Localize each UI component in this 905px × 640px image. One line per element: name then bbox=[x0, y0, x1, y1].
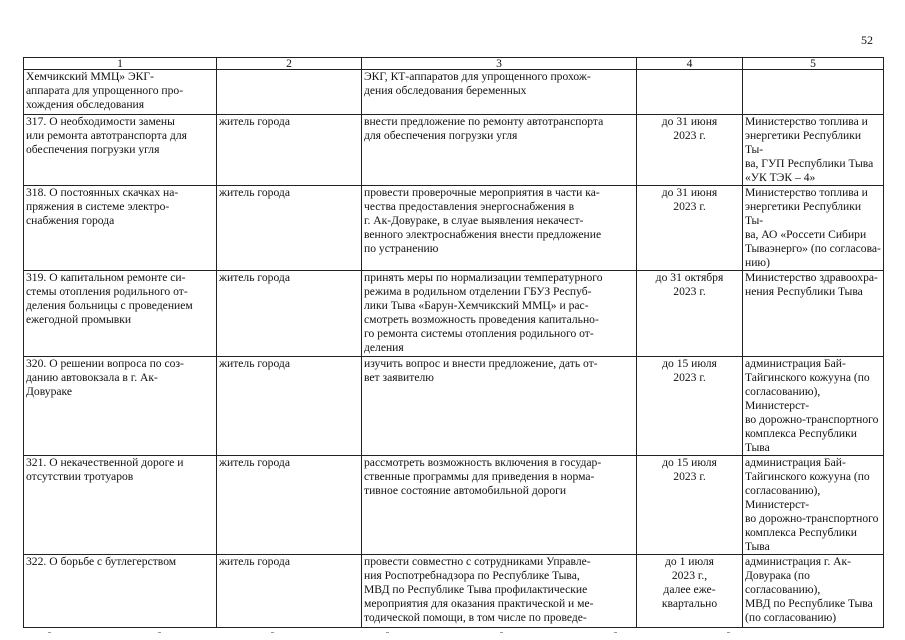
issue-cell: 321. О некачественной дороге и отсутствии тротуаров bbox=[24, 456, 217, 555]
issue-cell: 317. О необходимости замены или ремонта автотранспорта для обеспечения погрузки угля bbox=[24, 115, 217, 186]
measure-cell: изучить вопрос и внести предложение, дать от- вет заявителю bbox=[362, 357, 637, 456]
measure-cell: рассмотреть возможность включения в государ- ственные программы для приведения в норма- тивное состояние автомобильной дороги bbox=[362, 456, 637, 555]
measure-cell: внести предложение по ремонту автотранспорта для обеспечения погрузки угля bbox=[362, 115, 637, 186]
responsible-cell: Министерство здравоохра- нения Республики Тыва bbox=[743, 271, 884, 357]
responsible-cell bbox=[743, 70, 884, 115]
responsible-cell: Министерство топлива и энергетики Республики Ты- ва, ГУП Республики Тыва «УК ТЭК – 4» bbox=[743, 115, 884, 186]
deadline-cell bbox=[637, 70, 743, 115]
table-row bbox=[24, 357, 884, 456]
column-header-2: 2 bbox=[217, 58, 362, 70]
deadline-cell: до 31 июня 2023 г. bbox=[637, 186, 743, 271]
responsible-cell: администрация Бай- Тайгинского кожууна (по согласованию), Министерст- во дорожно-транспортного комплекса Республики Тыва bbox=[743, 357, 884, 456]
table-row bbox=[24, 456, 884, 555]
applicant-cell: житель города bbox=[217, 271, 362, 357]
measure-cell: ЭКГ, КТ-аппаратов для упрощенного прохож- дения обследования беременных bbox=[362, 70, 637, 115]
applicant-cell: житель города bbox=[217, 555, 362, 628]
applicant-cell: житель города bbox=[217, 357, 362, 456]
table-row bbox=[24, 115, 884, 186]
responsible-cell: Министерство топлива и энергетики Республики Ты- ва, АО «Россети Сибири Тываэнерго» (по согласова- нию) bbox=[743, 186, 884, 271]
applicant-cell: житель города bbox=[217, 456, 362, 555]
column-header-5: 5 bbox=[743, 58, 884, 70]
applicant-cell: житель города bbox=[217, 115, 362, 186]
deadline-cell: до 15 июля 2023 г. bbox=[637, 357, 743, 456]
issue-cell: 322. О борьбе с бутлегерством bbox=[24, 555, 217, 628]
deadline-cell: до 31 июня 2023 г. bbox=[637, 115, 743, 186]
measure-cell: провести совместно с сотрудниками Управле- ния Роспотребнадзора по Республике Тыва, МВД по Республике Тыва профилактические мероприятия для оказания практической и ме- тодической помощи, в том числе по проведе- bbox=[362, 555, 637, 628]
table-row bbox=[24, 555, 884, 628]
deadline-cell: до 1 июля 2023 г., далее еже- квартально bbox=[637, 555, 743, 628]
document-table bbox=[23, 57, 884, 628]
issue-cell: 320. О решении вопроса по соз- данию автовокзала в г. Ак- Довураке bbox=[24, 357, 217, 456]
column-header-1: 1 bbox=[24, 58, 217, 70]
table-row bbox=[24, 70, 884, 115]
table-header-row bbox=[24, 58, 884, 70]
measure-cell: принять меры по нормализации температурного режима в родильном отделении ГБУЗ Респуб- лики Тыва «Барун-Хемчикский ММЦ» и рас- смотреть возможность проведения капитально- го ремонта системы отопления родильного от- деления bbox=[362, 271, 637, 357]
applicant-cell bbox=[217, 70, 362, 115]
deadline-cell: до 31 октября 2023 г. bbox=[637, 271, 743, 357]
issue-cell: 319. О капитальном ремонте си- стемы отопления родильного от- деления больницы с проведением ежегодной промывки bbox=[24, 271, 217, 357]
scan-noise-marks bbox=[0, 630, 905, 636]
page-number: 52 bbox=[861, 33, 873, 47]
issue-cell: 318. О постоянных скачках на- пряжения в системе электро- снабжения города bbox=[24, 186, 217, 271]
responsible-cell: администрация г. Ак- Довурака (по согласованию), МВД по Республике Тыва (по согласованию) bbox=[743, 555, 884, 628]
issue-cell: Хемчикский ММЦ» ЭКГ- аппарата для упрощенного про- хождения обследования bbox=[24, 70, 217, 115]
applicant-cell: житель города bbox=[217, 186, 362, 271]
deadline-cell: до 15 июля 2023 г. bbox=[637, 456, 743, 555]
table-row bbox=[24, 186, 884, 271]
responsible-cell: администрация Бай- Тайгинского кожууна (по согласованию), Министерст- во дорожно-транспортного комплекса Республики Тыва bbox=[743, 456, 884, 555]
column-header-4: 4 bbox=[637, 58, 743, 70]
table-row bbox=[24, 271, 884, 357]
column-header-3: 3 bbox=[362, 58, 637, 70]
measure-cell: провести проверочные мероприятия в части ка- чества предоставления энергоснабжения в г. Ак-Довураке, в слуае выявления некачест- венного электроснабжения внести предложение по устранению bbox=[362, 186, 637, 271]
